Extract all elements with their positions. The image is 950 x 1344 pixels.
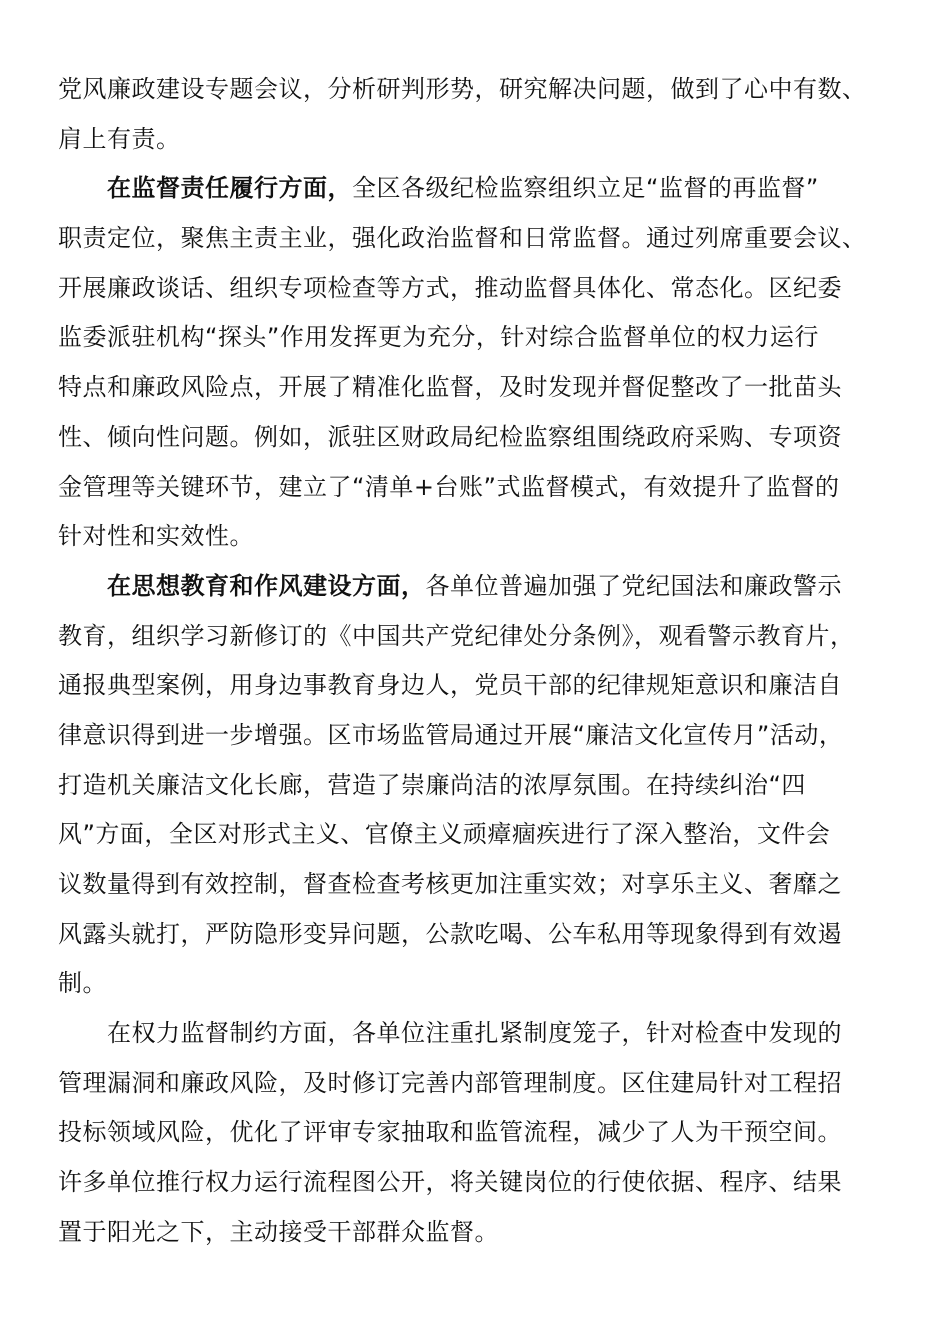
line-text: 在权力监督制约方面，各单位注重扎紧制度笼子，针对检查中发现的 [107, 1019, 842, 1048]
line-text: 置于阳光之下，主动接受干部群众监督。 [58, 1217, 499, 1246]
line-text: 风露头就打，严防隐形变异问题，公款吃喝、公车私用等现象得到有效遏 [58, 919, 842, 948]
text-line [58, 810, 918, 860]
text-line [58, 860, 918, 910]
text-line [58, 612, 918, 662]
line-text: 风”方面，全区对形式主义、官僚主义顽瘴痼疾进行了深入整治，文件会 [58, 820, 831, 849]
text-line [58, 65, 918, 115]
text-line [58, 1059, 918, 1109]
line-text: 职责定位，聚焦主责主业，强化政治监督和日常监督。通过列席重要会议、 [58, 224, 867, 253]
document-body [58, 65, 918, 1258]
line-text: 打造机关廉洁文化长廊，营造了崇廉尚洁的浓厚氛围。在持续纠治“四 [58, 770, 806, 799]
line-text: 特点和廉政风险点，开展了精准化监督，及时发现并督促整改了一批苗头 [58, 373, 842, 402]
line-text: 制。 [58, 969, 107, 998]
text-line [58, 313, 918, 363]
paragraph [58, 1009, 918, 1257]
line-text: 各单位普遍加强了党纪国法和廉政警示 [425, 571, 842, 600]
text-line [58, 115, 918, 165]
line-text: 性、倾向性问题。例如，派驻区财政局纪检监察组围绕政府采购、专项资 [58, 422, 842, 451]
line-text: 针对性和实效性。 [58, 522, 254, 551]
line-text: 党风廉政建设专题会议，分析研判形势，研究解决问题，做到了心中有数、 [58, 75, 867, 103]
text-line [58, 164, 918, 214]
text-line [58, 264, 918, 314]
text-line [58, 910, 918, 960]
paragraph-lead-heading: 在思想教育和作风建设方面， [107, 571, 426, 600]
text-line [58, 463, 918, 513]
text-line [58, 363, 918, 413]
line-text: 议数量得到有效控制，督查检查考核更加注重实效；对享乐主义、奢靡之 [58, 870, 842, 898]
text-line [58, 761, 918, 811]
line-text: 肩上有责。 [58, 124, 181, 153]
line-text: 律意识得到进一步增强。区市场监管局通过开展“廉洁文化宣传月”活动， [58, 720, 844, 749]
text-line [58, 959, 918, 1009]
line-text: 金管理等关键环节，建立了“清单+台账”式监督模式，有效提升了监督的 [58, 472, 840, 501]
text-line [58, 1108, 918, 1158]
paragraph [58, 562, 918, 1009]
paragraph [58, 65, 918, 164]
text-line [58, 1208, 918, 1258]
paragraph-lead-heading: 在监督责任履行方面， [107, 174, 352, 203]
text-line [58, 413, 918, 463]
line-text: 投标领域风险，优化了评审专家抽取和监管流程，减少了人为干预空间。 [58, 1118, 842, 1147]
line-text: 管理漏洞和廉政风险，及时修订完善内部管理制度。区住建局针对工程招 [58, 1068, 842, 1097]
text-line [58, 661, 918, 711]
line-text: 监委派驻机构“探头”作用发挥更为充分，针对综合监督单位的权力运行 [58, 323, 819, 352]
line-text: 通报典型案例，用身边事教育身边人，党员干部的纪律规矩意识和廉洁自 [58, 671, 842, 700]
paragraph [58, 164, 918, 562]
line-text: 开展廉政谈话、组织专项检查等方式，推动监督具体化、常态化。区纪委 [58, 273, 842, 302]
text-line [58, 562, 918, 612]
text-line [58, 711, 918, 761]
text-line [58, 1009, 918, 1059]
line-text: 教育，组织学习新修订的《中国共产党纪律处分条例》，观看警示教育片， [58, 621, 855, 650]
text-line [58, 512, 918, 562]
text-line [58, 214, 918, 264]
line-text: 许多单位推行权力运行流程图公开，将关键岗位的行使依据、程序、结果 [58, 1168, 842, 1197]
text-line [58, 1158, 918, 1208]
line-text: 全区各级纪检监察组织立足“监督的再监督” [352, 174, 819, 203]
